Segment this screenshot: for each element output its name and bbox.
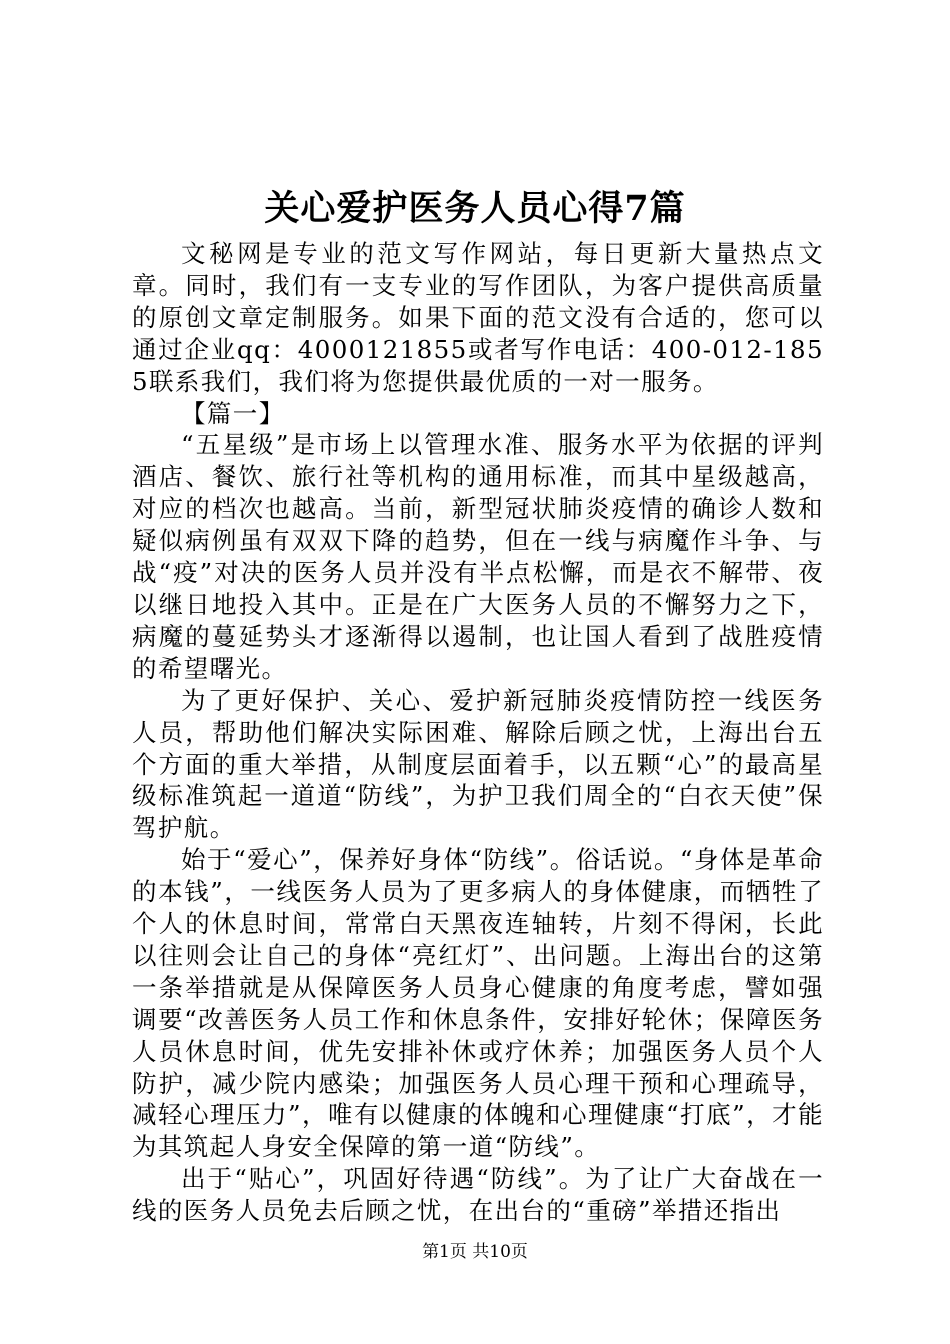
page-number-footer: 第1页 共10页 bbox=[422, 1242, 528, 1262]
document-body bbox=[132, 238, 824, 1227]
paragraph: 为了更好保护、关心、爱护新冠肺炎疫情防控一线医务人员，帮助他们解决实际困难、解除后顾之忧，上海出台五个方面的重大举措，从制度层面着手，以五颗“心”的最高星级标准筑起一道道“防线”，为护卫我们周全的“白衣天使”保驾护航。 bbox=[132, 685, 824, 843]
paragraph-intro: 文秘网是专业的范文写作网站，每日更新大量热点文章。同时，我们有一支专业的写作团队，为客户提供高质量的原创文章定制服务。如果下面的范文没有合适的，您可以通过企业qq：4000121855或者写作电话：400-012-1855联系我们，我们将为您提供最优质的一对一服务。 bbox=[132, 239, 824, 396]
section-heading: 【篇一】 bbox=[181, 398, 285, 428]
document-title: 关心爱护医务人员心得7篇 bbox=[264, 188, 686, 229]
paragraph: “五星级”是市场上以管理水准、服务水平为依据的评判酒店、餐饮、旅行社等机构的通用标准，而其中星级越高，对应的档次也越高。当前，新型冠状肺炎疫情的确诊人数和疑似病例虽有双双下降的趋势，但在一线与病魔作斗争、与战“疫”对决的医务人员并没有半点松懈，而是衣不解带、夜以继日地投入其中。正是在广大医务人员的不懈努力之下，病魔的蔓延势头才逐渐得以遏制，也让国人看到了战胜疫情的希望曙光。 bbox=[132, 430, 824, 683]
paragraph: 出于“贴心”，巩固好待遇“防线”。为了让广大奋战在一线的医务人员免去后顾之忧，在出台的“重磅”举措还指出 bbox=[132, 1164, 824, 1226]
paragraph: 始于“爱心”，保养好身体“防线”。俗话说。“身体是革命的本钱”，一线医务人员为了更多病人的身体健康，而牺牲了个人的休息时间，常常白天黑夜连轴转，片刻不得闲，长此以往则会让自己的身体“亮红灯”、出问题。上海出台的这第一条举措就是从保障医务人员身心健康的角度考虑，譬如强调要“改善医务人员工作和休息条件，安排好轮休；保障医务人员休息时间，优先安排补休或疗休养；加强医务人员个人防护，减少院内感染；加强医务人员心理干预和心理疏导，减轻心理压力”，唯有以健康的体魄和心理健康“打底”，才能为其筑起人身安全保障的第一道“防线”。 bbox=[132, 845, 824, 1162]
